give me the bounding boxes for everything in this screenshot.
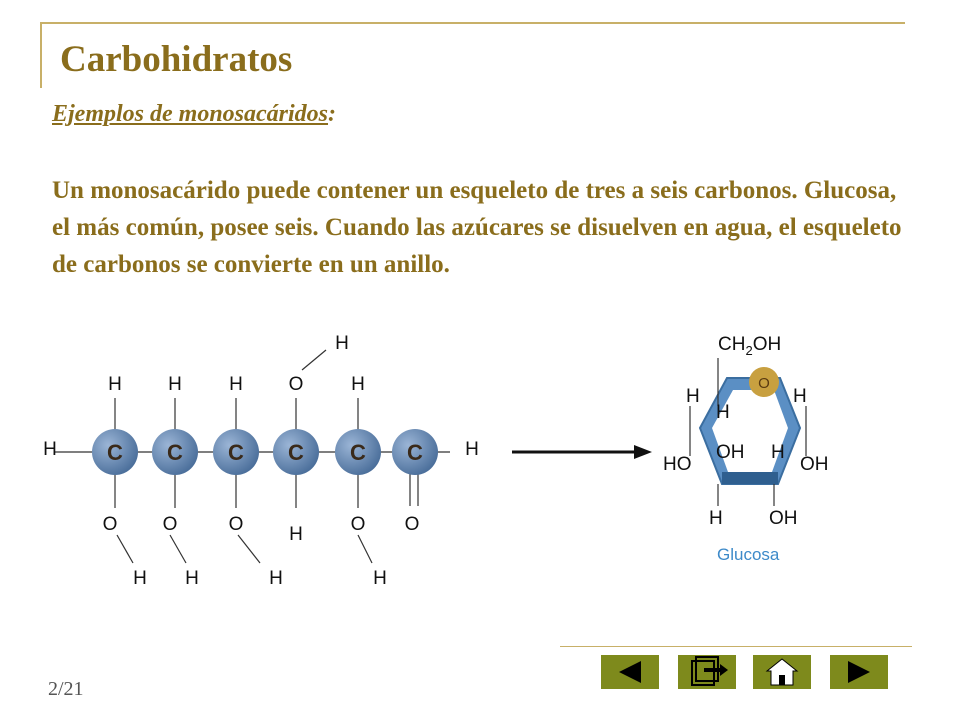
hydrogen-label: H [716,402,730,423]
hydrogen-label: H [168,374,182,395]
oxygen-label: O [102,514,118,535]
carbon-label: C [407,440,423,465]
oxygen-label: O [404,514,420,535]
carbon-label: C [288,440,304,465]
hydrogen-label: H [793,386,807,407]
subtitle-colon: : [328,101,337,127]
hydrogen-label: H [686,386,700,407]
oxygen-label: O [350,514,366,535]
hydrogen-label: H [43,439,57,460]
linear-glucose-molecule [43,333,479,589]
hydrogen-label: H [465,439,479,460]
triangle-left-icon [601,655,659,689]
hydrogen-label: H [133,568,147,589]
ring-glucose-molecule [663,334,829,564]
previous-button[interactable] [601,655,659,689]
oxygen-label: O [228,514,244,535]
ring-front-edge [722,472,778,484]
hydroxyl-label: OH [800,454,829,475]
hydrogen-label: H [289,524,303,545]
hydrogen-label: H [335,333,349,354]
hydroxyl-label: OH [716,442,745,463]
ring-oxygen-label: O [758,375,770,392]
body-paragraph: Un monosacárido puede contener un esqueleto de tres a seis carbonos. Glucosa, el más común, posee seis. Cuando las azúcares se disuelven en agua, el esqueleto de carbonos se convierte en un anillo. [52,177,902,278]
footer-divider [560,646,912,647]
carbon-label: C [107,440,123,465]
hydrogen-label: H [373,568,387,589]
carbon-label: C [228,440,244,465]
slide-title: Carbohidratos [60,39,293,80]
carbon-label: C [167,440,183,465]
home-button[interactable] [753,655,811,689]
carbon-label: C [350,440,366,465]
hydrogen-label: H [351,374,365,395]
hydrogen-label: H [771,442,785,463]
triangle-right-icon [830,655,888,689]
index-button[interactable] [678,655,736,689]
reaction-arrow-icon [512,445,652,459]
hydrogen-label: H [709,508,723,529]
glucose-caption: Glucosa [717,545,780,564]
oxygen-label: O [288,374,304,395]
next-button[interactable] [830,655,888,689]
page-number: 2/21 [48,678,84,700]
hydroxyl-label: OH [769,508,798,529]
oxygen-label: O [162,514,178,535]
hydrogen-label: H [108,374,122,395]
ch2oh-label: $CH_2OH$ [718,334,782,358]
hydrogen-label: H [229,374,243,395]
house-icon [753,655,811,689]
document-arrow-icon [678,655,736,689]
subtitle-text: Ejemplos de monosacáridos [52,101,329,127]
hydroxyl-label: HO [663,454,692,475]
hydrogen-label: H [185,568,199,589]
hydrogen-label: H [269,568,283,589]
